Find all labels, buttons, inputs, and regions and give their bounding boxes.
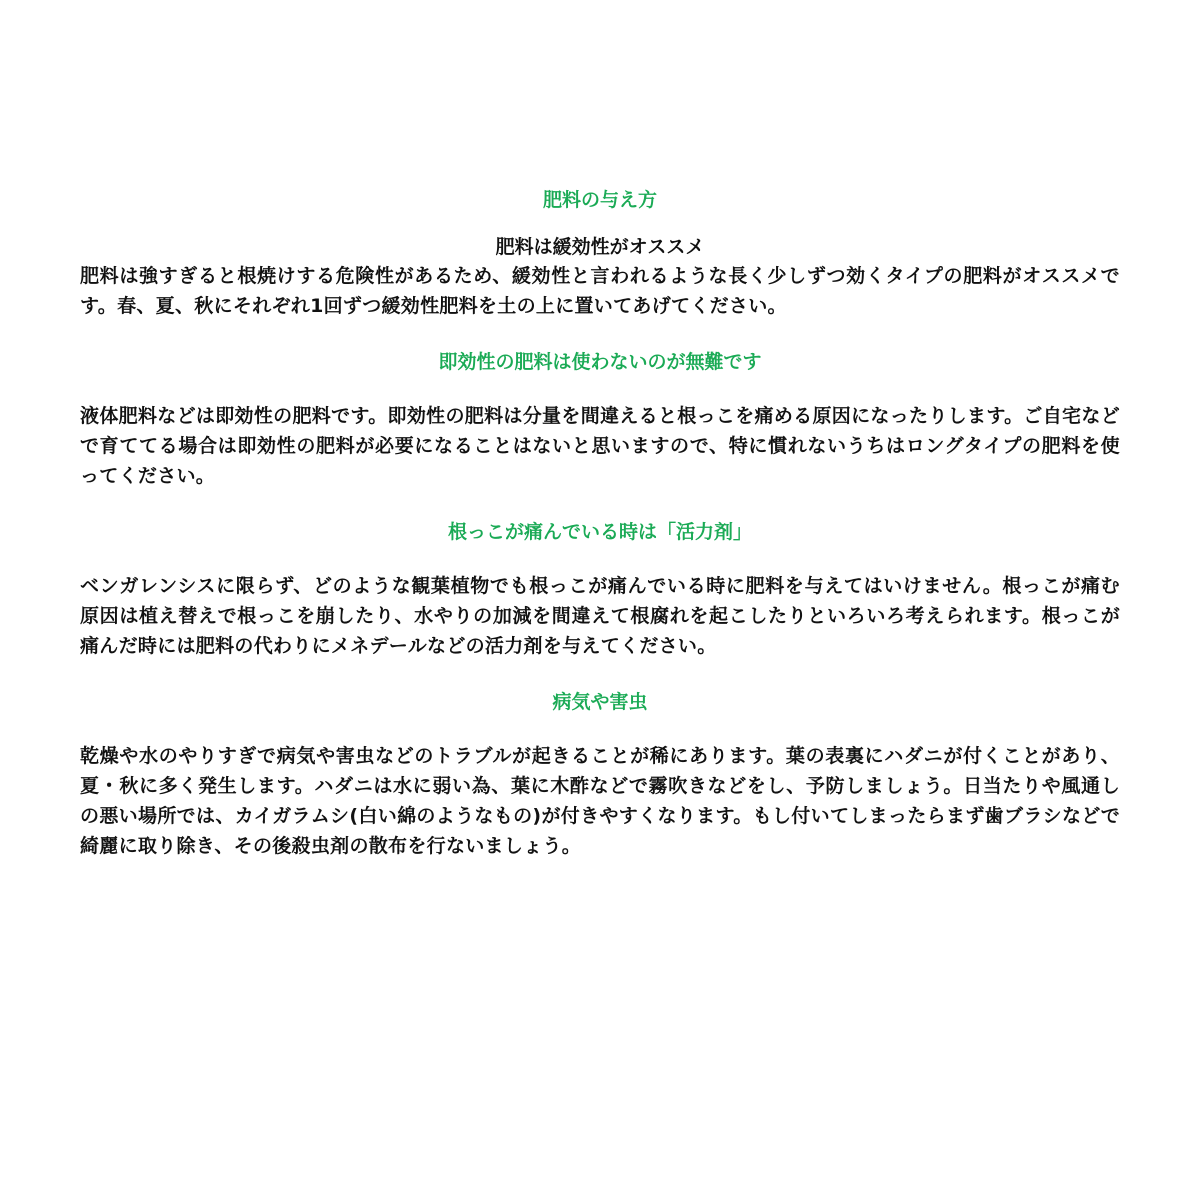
- section-heading-root-damage: 根っこが痛んでいる時は「活力剤」: [447, 521, 752, 543]
- section-body-fertilizer: 肥料は強すぎると根焼けする危険性があるため、緩効性と言われるような長く少しずつ効くタイプの肥料がオススメです。春、夏、秋にそれぞれ1回ずつ緩効性肥料を土の上に置いてあげてください。: [80, 265, 1120, 317]
- section-subheading-slow-release: 肥料は緩効性がオススメ: [495, 236, 705, 258]
- section-heading-fertilizer: 肥料の与え方: [542, 189, 657, 211]
- section-heading-fast-acting: 即効性の肥料は使わないのが無難です: [438, 351, 762, 373]
- section-body-fast-acting: 液体肥料などは即効性の肥料です。即効性の肥料は分量を間違えると根っこを痛める原因になったりします。ご自宅などで育ててる場合は即効性の肥料が必要になることはないと思いますので、特に慣れないうちはロングタイプの肥料を使ってください。: [80, 405, 1120, 487]
- article: [80, 185, 1120, 861]
- section-body-pests: 乾燥や水のやりすぎで病気や害虫などのトラブルが起きることが稀にあります。葉の表裏にハダニが付くことがあり、夏・秋に多く発生します。ハダニは水に弱い為、葉に木酢などで霧吹きなどをし、予防しましょう。日当たりや風通しの悪い場所では、カイガラムシ(白い綿のようなもの)が付きやすくなります。もし付いてしまったらまず歯ブラシなどで綺麗に取り除き、その後殺虫剤の散布を行ないましょう。: [80, 745, 1120, 857]
- section-heading-pests: 病気や害虫: [552, 691, 648, 713]
- section-body-root-damage: ベンガレンシスに限らず、どのような観葉植物でも根っこが痛んでいる時に肥料を与えてはいけません。根っこが痛む原因は植え替えで根っこを崩したり、水やりの加減を間違えて根腐れを起こしたりといろいろ考えられます。根っこが痛んだ時には肥料の代わりにメネデールなどの活力剤を与えてください。: [80, 575, 1120, 657]
